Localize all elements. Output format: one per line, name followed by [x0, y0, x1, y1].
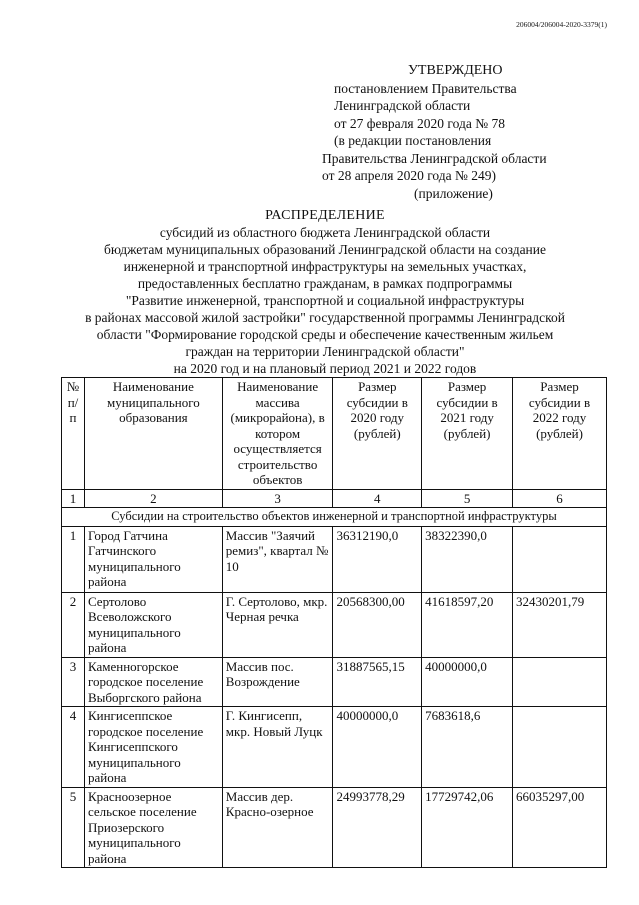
column-number: 1 — [62, 489, 85, 508]
column-number: 4 — [333, 489, 422, 508]
distribution-line: предоставленных бесплатно гражданам, в рамках подпрограммы — [137, 276, 513, 291]
approval-line: от 27 февраля 2020 года № 78 — [334, 115, 505, 131]
approval-title: УТВЕРЖДЕНО — [408, 63, 503, 78]
distribution-line: области "Формирование городской среды и обеспечение качественным жильем — [96, 327, 554, 342]
table-row — [62, 657, 607, 707]
row-2022: 66035297,00 — [513, 787, 607, 868]
row-municipality: Кингисеппское городское поселение Кингисеппского муниципального района — [84, 707, 222, 788]
row-num: 3 — [62, 657, 85, 707]
distribution-title: РАСПРЕДЕЛЕНИЕ — [265, 208, 385, 223]
document-id: 206004/206004-2020-3379(1) — [516, 20, 607, 29]
section-row — [62, 508, 607, 527]
row-2020: 24993778,29 — [333, 787, 422, 868]
row-2020: 40000000,0 — [333, 707, 422, 788]
row-massiv: Массив дер. Красно-озерное — [222, 787, 333, 868]
row-massiv: Массив "Заячий ремиз", квартал № 10 — [222, 526, 333, 592]
header-2022: Размер субсидии в 2022 году (рублей) — [513, 378, 607, 490]
row-2022 — [513, 707, 607, 788]
distribution-line: "Развитие инженерной, транспортной и социальной инфраструктуры — [125, 293, 525, 308]
header-num: № п/п — [62, 378, 85, 490]
distribution-heading — [30, 207, 620, 377]
distribution-line: на 2020 год и на плановый период 2021 и 2022 годов — [173, 361, 477, 376]
row-2021: 7683618,6 — [422, 707, 513, 788]
column-number-row — [62, 489, 607, 508]
approval-stamp — [322, 62, 612, 202]
table-row — [62, 526, 607, 592]
approval-line: Ленинградской области — [334, 98, 471, 113]
row-num: 5 — [62, 787, 85, 868]
row-massiv: Г. Сертолово, мкр. Черная речка — [222, 592, 333, 657]
approval-line: Правительства Ленинградской области — [322, 150, 547, 166]
table-row — [62, 707, 607, 788]
column-number: 5 — [422, 489, 513, 508]
row-municipality: Красноозерное сельское поселение Приозерского муниципального района — [84, 787, 222, 868]
approval-line: (в редакции постановления — [334, 133, 492, 148]
row-massiv: Массив пос. Возрождение — [222, 657, 333, 707]
table-row — [62, 787, 607, 868]
row-num: 2 — [62, 592, 85, 657]
approval-line: от 28 апреля 2020 года № 249) — [322, 168, 496, 183]
subsidy-table — [61, 377, 607, 868]
row-municipality: Сертолово Всеволожского муниципального района — [84, 592, 222, 657]
table-row — [62, 592, 607, 657]
distribution-line: субсидий из областного бюджета Ленинградской области — [159, 225, 491, 240]
row-2022 — [513, 657, 607, 707]
header-2020: Размер субсидии в 2020 году (рублей) — [333, 378, 422, 490]
row-2021: 40000000,0 — [422, 657, 513, 707]
approval-line: постановлением Правительства — [334, 80, 517, 96]
distribution-line: бюджетам муниципальных образований Ленинградской области на создание — [103, 242, 546, 257]
distribution-line: граждан на территории Ленинградской области" — [185, 344, 465, 359]
row-municipality: Каменногорское городское поселение Выборгского района — [84, 657, 222, 707]
row-2022 — [513, 526, 607, 592]
row-massiv: Г. Кингисепп, мкр. Новый Луцк — [222, 707, 333, 788]
row-2021: 41618597,20 — [422, 592, 513, 657]
header-municipality: Наименование муниципального образования — [84, 378, 222, 490]
row-num: 1 — [62, 526, 85, 592]
row-2020: 20568300,00 — [333, 592, 422, 657]
distribution-line: инженерной и транспортной инфраструктуры на земельных участках, — [123, 259, 527, 274]
column-number: 3 — [222, 489, 333, 508]
approval-line: (приложение) — [414, 185, 493, 201]
row-num: 4 — [62, 707, 85, 788]
table-header-row — [62, 378, 607, 490]
row-2022: 32430201,79 — [513, 592, 607, 657]
distribution-line: в районах массовой жилой застройки" государственной программы Ленинградской — [85, 310, 565, 325]
row-municipality: Город Гатчина Гатчинского муниципального района — [84, 526, 222, 592]
row-2021: 17729742,06 — [422, 787, 513, 868]
section-title: Субсидии на строительство объектов инженерной и транспортной инфраструктуры — [62, 508, 607, 527]
row-2020: 36312190,0 — [333, 526, 422, 592]
row-2020: 31887565,15 — [333, 657, 422, 707]
row-2021: 38322390,0 — [422, 526, 513, 592]
header-2021: Размер субсидии в 2021 году (рублей) — [422, 378, 513, 490]
header-massiv: Наименование массива (микрорайона), в котором осуществляется строительство объектов — [222, 378, 333, 490]
column-number: 2 — [84, 489, 222, 508]
column-number: 6 — [513, 489, 607, 508]
